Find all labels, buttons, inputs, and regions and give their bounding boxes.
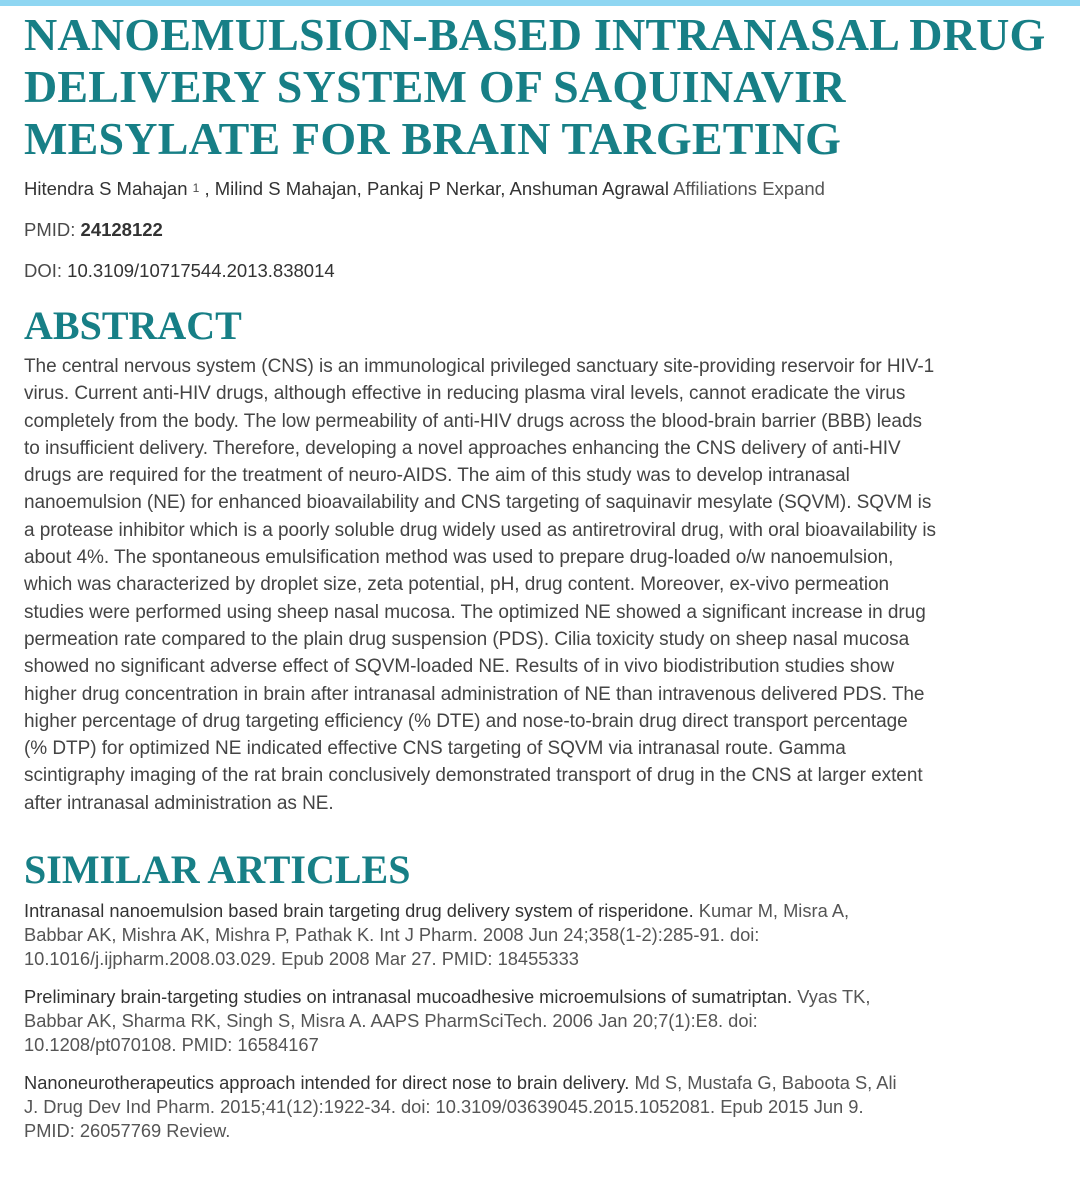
similar-article-title-link[interactable]: Preliminary brain-targeting studies on intranasal mucoadhesive microemulsions of sumatriptan. (24, 986, 793, 1008)
similar-articles-heading: SIMILAR ARTICLES (24, 847, 411, 893)
list-item (24, 985, 1064, 1057)
ref-line-3: PMID: 26057769 Review. (24, 1120, 231, 1142)
abstract-line: a protease inhibitor which is a poorly soluble drug widely used as antiretroviral drug, with oral bioavailability is (24, 519, 936, 541)
abstract-line: permeation rate compared to the plain drug suspension (PDS). Cilia toxicity study on sheep nasal mucosa (24, 628, 910, 650)
abstract-line: about 4%. The spontaneous emulsification method was used to prepare drug-loaded o/w nanoemulsion, (24, 547, 894, 569)
doi-line (24, 259, 1068, 283)
abstract-line: after intranasal administration as NE. (24, 792, 334, 814)
similar-article-title-link[interactable]: Intranasal nanoemulsion based brain targeting drug delivery system of risperidone. (24, 900, 694, 922)
ref-authors: Md S, Mustafa G, Baboota S, Ali (629, 1072, 897, 1094)
similar-article-title-link[interactable]: Nanoneurotherapeutics approach intended for direct nose to brain delivery. (24, 1072, 630, 1094)
pmid-label: PMID: (24, 219, 76, 240)
abstract-line: completely from the body. The low permeability of anti-HIV drugs across the blood-brain barrier (BBB) leads (24, 410, 922, 432)
article-page (24, 6, 1068, 1157)
list-item (24, 899, 1064, 971)
abstract-line: which was characterized by droplet size, zeta potential, pH, drug content. Moreover, ex-vivo permeation (24, 574, 890, 596)
abstract-heading: ABSTRACT (24, 303, 242, 348)
abstract-line: higher percentage of drug targeting efficiency (% DTE) and nose-to-brain drug direct transport percentage (24, 710, 908, 732)
ref-line-2: J. Drug Dev Ind Pharm. 2015;41(12):1922-34. doi: 10.3109/03639045.2015.1052081. Epub 2015 Jun 9. (24, 1096, 864, 1118)
ref-line-2: Babbar AK, Mishra AK, Mishra P, Pathak K. Int J Pharm. 2008 Jun 24;358(1-2):285-91. doi: (24, 924, 760, 946)
author-others[interactable]: , Milind S Mahajan, Pankaj P Nerkar, Anshuman Agrawal (204, 178, 669, 199)
ref-line-1 (24, 899, 1064, 923)
pmid-value: 24128122 (80, 219, 163, 240)
abstract-line: (% DTP) for optimized NE indicated effective CNS targeting of SQVM via intranasal route. Gamma (24, 738, 846, 760)
abstract-line: showed no significant adverse effect of SQVM-loaded NE. Results of in vivo biodistribution studies show (24, 656, 895, 678)
abstract-line: to insufficient delivery. Therefore, developing a novel approaches enhancing the CNS delivery of anti-HIV (24, 437, 901, 459)
abstract-line: higher drug concentration in brain after intranasal administration of NE than intravenous delivered PDS. The (24, 683, 925, 705)
doi-link[interactable]: 10.3109/10717544.2013.838014 (67, 260, 335, 281)
affiliations-expand-link[interactable]: Affiliations Expand (673, 178, 825, 199)
author-list (24, 177, 1068, 203)
ref-line-2: Babbar AK, Sharma RK, Singh S, Misra A. AAPS PharmSciTech. 2006 Jan 20;7(1):E8. doi: (24, 1010, 758, 1032)
article-title: NANOEMULSION-BASED INTRANASAL DRUG DELIVERY SYSTEM OF SAQUINAVIR MESYLATE FOR BRAIN TARGETING (24, 9, 1046, 164)
abstract-line: scintigraphy imaging of the rat brain conclusively demonstrated transport of drug in the CNS at larger extent (24, 765, 923, 787)
ref-line-1 (24, 985, 1064, 1009)
doi-label: DOI: (24, 260, 63, 281)
ref-authors: Vyas TK, (792, 986, 871, 1008)
similar-articles-list (24, 899, 1068, 1143)
pmid-line (24, 218, 1068, 242)
affiliation-marker[interactable]: 1 (192, 181, 200, 195)
abstract-body (24, 353, 1070, 817)
list-item (24, 1071, 1064, 1143)
ref-line-1 (24, 1071, 1064, 1095)
author-first[interactable]: Hitendra S Mahajan (24, 178, 188, 199)
ref-line-3: 10.1016/j.ijpharm.2008.03.029. Epub 2008 Mar 27. PMID: 18455333 (24, 948, 579, 970)
ref-authors: Kumar M, Misra A, (693, 900, 850, 922)
abstract-line: studies were performed using sheep nasal mucosa. The optimized NE showed a significant increase in drug (24, 601, 926, 623)
abstract-line: The central nervous system (CNS) is an immunological privileged sanctuary site-providing reservoir for HIV-1 (24, 356, 935, 377)
abstract-line: drugs are required for the treatment of neuro-AIDS. The aim of this study was to develop intranasal (24, 465, 850, 487)
abstract-line: virus. Current anti-HIV drugs, although effective in reducing plasma viral levels, cannot eradicate the virus (24, 383, 906, 405)
ref-line-3: 10.1208/pt070108. PMID: 16584167 (24, 1034, 319, 1056)
abstract-line: nanoemulsion (NE) for enhanced bioavailability and CNS targeting of saquinavir mesylate (SQVM). SQVM is (24, 492, 932, 514)
